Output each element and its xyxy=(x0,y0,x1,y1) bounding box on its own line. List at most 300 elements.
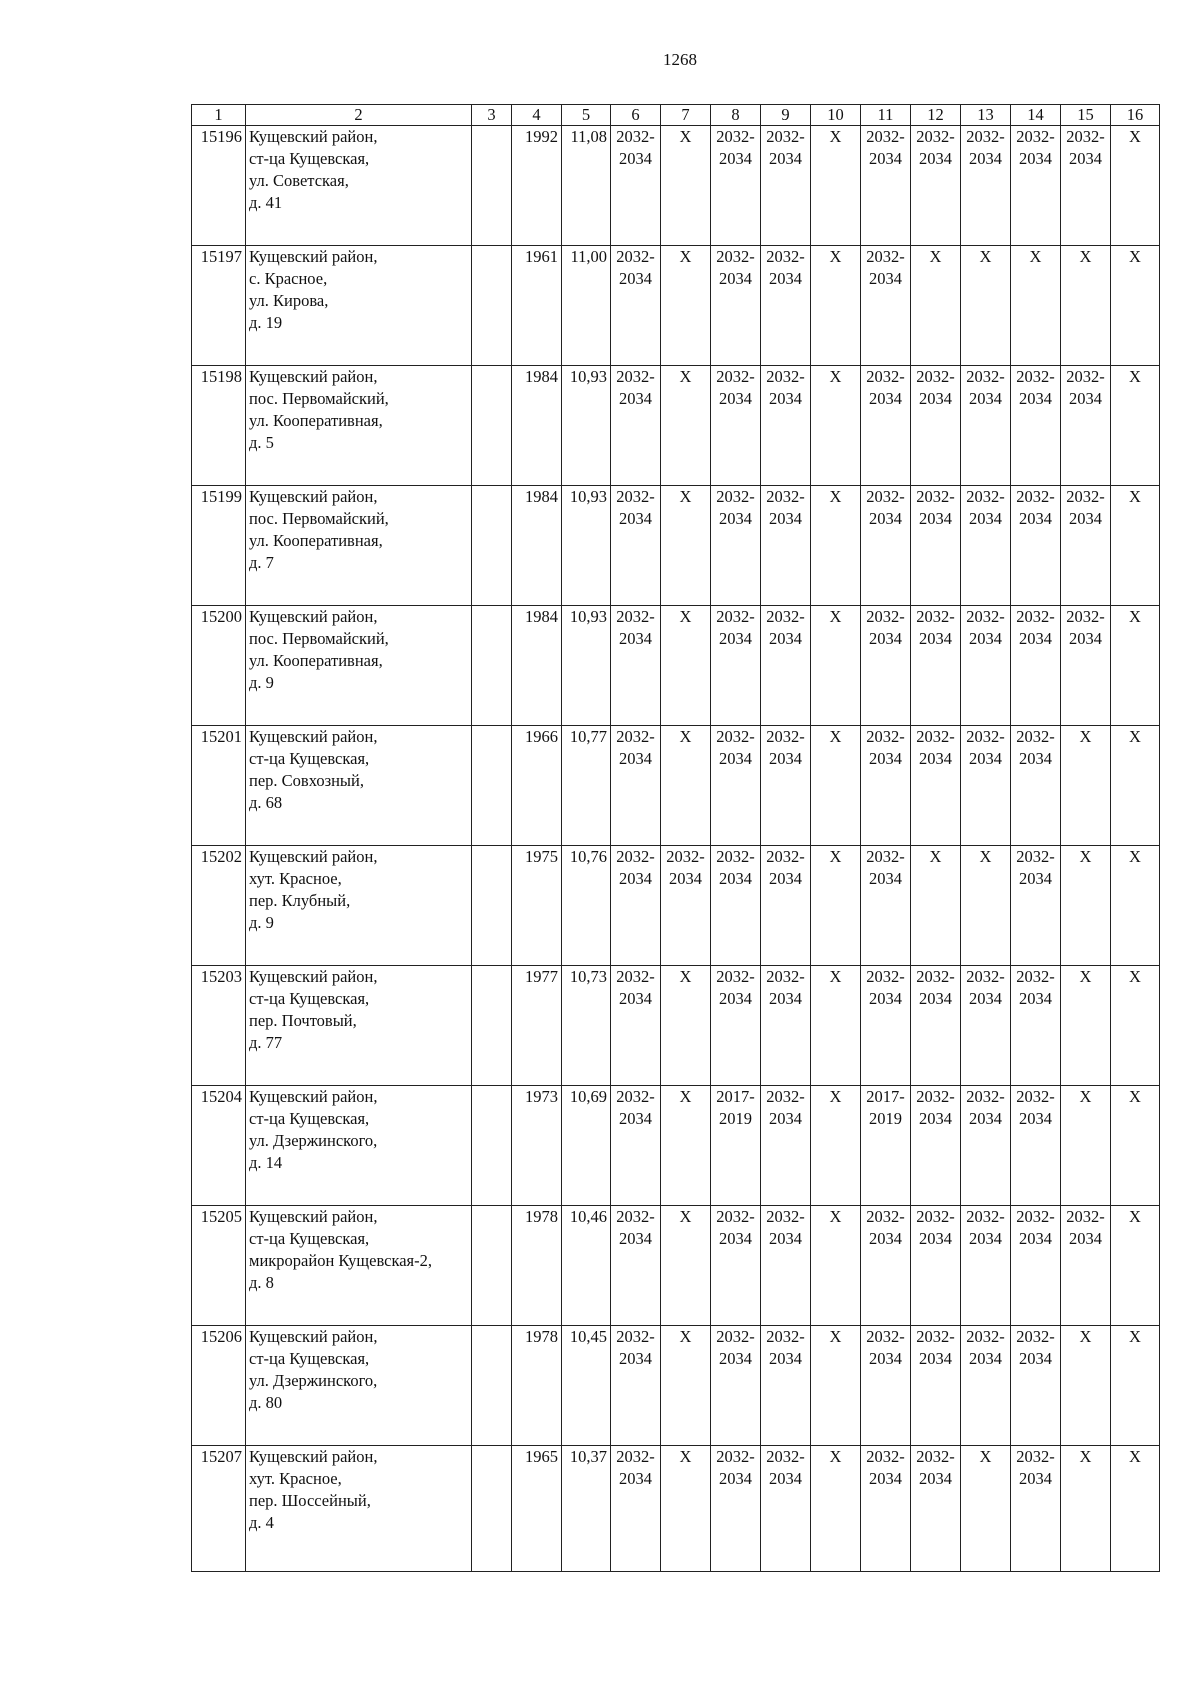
period-start: 2032- xyxy=(1016,1087,1055,1106)
mark-cell: X xyxy=(811,1206,861,1326)
address-line: Кущевский район, xyxy=(249,1207,378,1226)
mark-cell: X xyxy=(811,486,861,606)
period-cell xyxy=(1011,726,1061,846)
address-line: Кущевский район, xyxy=(249,847,378,866)
period-start: 2032- xyxy=(1066,1207,1105,1226)
column-header: 9 xyxy=(761,105,811,126)
row-number-cell: 15198 xyxy=(192,366,246,486)
year-cell: 1984 xyxy=(512,366,562,486)
year-cell: 1975 xyxy=(512,846,562,966)
address-line: ул. Советская, xyxy=(249,171,349,190)
address-cell xyxy=(246,1206,472,1326)
period-start: 2032- xyxy=(966,727,1005,746)
period-cell xyxy=(911,606,961,726)
header-row xyxy=(192,105,1160,126)
period-end: 2034 xyxy=(869,869,902,888)
period-start: 2032- xyxy=(866,727,905,746)
period-start: 2032- xyxy=(1016,607,1055,626)
mark-cell: X xyxy=(1111,846,1160,966)
period-end: 2034 xyxy=(969,1229,1002,1248)
period-cell xyxy=(961,1206,1011,1326)
period-start: 2032- xyxy=(1016,1207,1055,1226)
mark-cell: X xyxy=(1111,1326,1160,1446)
period-cell xyxy=(761,486,811,606)
value-cell: 10,93 xyxy=(562,606,611,726)
period-start: 2032- xyxy=(616,607,655,626)
mark-cell: X xyxy=(811,606,861,726)
period-start: 2032- xyxy=(766,367,805,386)
row-number-cell: 15200 xyxy=(192,606,246,726)
mark-cell: X xyxy=(811,1326,861,1446)
period-start: 2032- xyxy=(766,607,805,626)
mark-cell: X xyxy=(1061,846,1111,966)
address-cell xyxy=(246,126,472,246)
period-start: 2032- xyxy=(966,127,1005,146)
period-cell xyxy=(1011,1086,1061,1206)
address-line: ст-ца Кущевская, xyxy=(249,149,370,168)
period-cell xyxy=(861,1206,911,1326)
mark-cell: X xyxy=(811,1086,861,1206)
period-start: 2032- xyxy=(616,247,655,266)
col3-cell xyxy=(472,966,512,1086)
column-header: 1 xyxy=(192,105,246,126)
period-end: 2034 xyxy=(719,509,752,528)
address-cell xyxy=(246,1446,472,1572)
period-cell xyxy=(961,366,1011,486)
period-cell xyxy=(611,246,661,366)
mark-cell: X xyxy=(1061,726,1111,846)
table-row xyxy=(192,726,1160,846)
period-end: 2034 xyxy=(769,1349,802,1368)
period-cell xyxy=(611,1206,661,1326)
period-cell xyxy=(611,726,661,846)
period-end: 2034 xyxy=(969,149,1002,168)
period-cell xyxy=(911,726,961,846)
period-end: 2034 xyxy=(1069,509,1102,528)
address-cell xyxy=(246,966,472,1086)
period-start: 2032- xyxy=(966,1327,1005,1346)
address-line: Кущевский район, xyxy=(249,367,378,386)
period-cell xyxy=(611,1326,661,1446)
period-cell xyxy=(761,246,811,366)
period-start: 2032- xyxy=(1016,367,1055,386)
column-header: 14 xyxy=(1011,105,1061,126)
period-cell xyxy=(761,366,811,486)
period-end: 2034 xyxy=(719,149,752,168)
period-start: 2032- xyxy=(916,727,955,746)
period-end: 2034 xyxy=(969,389,1002,408)
period-cell xyxy=(711,606,761,726)
address-line: пер. Почтовый, xyxy=(249,1011,357,1030)
period-end: 2034 xyxy=(769,749,802,768)
period-cell xyxy=(711,726,761,846)
address-line: д. 7 xyxy=(249,553,274,572)
period-end: 2034 xyxy=(919,509,952,528)
period-end: 2034 xyxy=(869,749,902,768)
period-cell xyxy=(911,966,961,1086)
period-cell xyxy=(861,1326,911,1446)
period-end: 2034 xyxy=(619,869,652,888)
period-cell xyxy=(761,846,811,966)
address-line: Кущевский район, xyxy=(249,607,378,626)
table-row xyxy=(192,1446,1160,1572)
period-cell xyxy=(861,1086,911,1206)
address-line: д. 9 xyxy=(249,913,274,932)
period-end: 2034 xyxy=(619,269,652,288)
address-line: ул. Дзержинского, xyxy=(249,1371,378,1390)
table-row xyxy=(192,1326,1160,1446)
period-start: 2032- xyxy=(1016,127,1055,146)
period-end: 2034 xyxy=(1019,1469,1052,1488)
year-cell: 1992 xyxy=(512,126,562,246)
period-start: 2032- xyxy=(616,1087,655,1106)
address-line: д. 9 xyxy=(249,673,274,692)
period-cell xyxy=(761,606,811,726)
address-cell xyxy=(246,1086,472,1206)
period-end: 2034 xyxy=(719,749,752,768)
period-cell xyxy=(1061,486,1111,606)
column-header: 12 xyxy=(911,105,961,126)
address-cell xyxy=(246,486,472,606)
period-end: 2034 xyxy=(869,509,902,528)
period-start: 2032- xyxy=(866,607,905,626)
period-end: 2034 xyxy=(869,1349,902,1368)
mark-cell: X xyxy=(811,966,861,1086)
mark-cell: X xyxy=(1111,966,1160,1086)
year-cell: 1965 xyxy=(512,1446,562,1572)
period-end: 2034 xyxy=(719,1229,752,1248)
period-cell xyxy=(611,1446,661,1572)
register-table xyxy=(191,104,1160,1572)
period-cell xyxy=(1011,1206,1061,1326)
period-cell xyxy=(1061,126,1111,246)
row-number-cell: 15205 xyxy=(192,1206,246,1326)
period-start: 2032- xyxy=(1016,1447,1055,1466)
mark-cell: X xyxy=(1111,246,1160,366)
period-cell xyxy=(761,1446,811,1572)
period-start: 2032- xyxy=(766,127,805,146)
row-number-cell: 15202 xyxy=(192,846,246,966)
table-row xyxy=(192,606,1160,726)
row-number-cell: 15204 xyxy=(192,1086,246,1206)
period-end: 2034 xyxy=(869,1229,902,1248)
period-cell xyxy=(911,1446,961,1572)
mark-cell: X xyxy=(661,966,711,1086)
value-cell: 11,08 xyxy=(562,126,611,246)
period-cell xyxy=(711,1446,761,1572)
mark-cell: X xyxy=(1061,1326,1111,1446)
mark-cell: X xyxy=(1061,246,1111,366)
row-number-cell: 15207 xyxy=(192,1446,246,1572)
column-header: 10 xyxy=(811,105,861,126)
period-start: 2032- xyxy=(766,487,805,506)
period-cell xyxy=(711,486,761,606)
period-end: 2034 xyxy=(769,509,802,528)
year-cell: 1973 xyxy=(512,1086,562,1206)
address-line: д. 77 xyxy=(249,1033,283,1052)
period-end: 2034 xyxy=(719,869,752,888)
period-end: 2034 xyxy=(769,269,802,288)
period-end: 2034 xyxy=(769,1229,802,1248)
period-start: 2032- xyxy=(716,1447,755,1466)
period-end: 2019 xyxy=(869,1109,902,1128)
address-line: ул. Дзержинского, xyxy=(249,1131,378,1150)
col3-cell xyxy=(472,846,512,966)
period-start: 2032- xyxy=(766,847,805,866)
value-cell: 10,45 xyxy=(562,1326,611,1446)
mark-cell: X xyxy=(661,486,711,606)
period-cell xyxy=(961,966,1011,1086)
year-cell: 1966 xyxy=(512,726,562,846)
period-cell xyxy=(711,246,761,366)
period-cell xyxy=(861,126,911,246)
period-start: 2032- xyxy=(616,727,655,746)
address-line: ст-ца Кущевская, xyxy=(249,989,370,1008)
page-number: 1268 xyxy=(663,50,697,69)
period-start: 2032- xyxy=(1016,967,1055,986)
column-header: 6 xyxy=(611,105,661,126)
period-cell xyxy=(711,846,761,966)
period-cell xyxy=(961,126,1011,246)
column-header: 2 xyxy=(246,105,472,126)
mark-cell: X xyxy=(961,1446,1011,1572)
value-cell: 10,37 xyxy=(562,1446,611,1572)
period-cell xyxy=(661,846,711,966)
column-header: 3 xyxy=(472,105,512,126)
period-start: 2032- xyxy=(766,1087,805,1106)
period-cell xyxy=(961,1326,1011,1446)
period-start: 2032- xyxy=(716,727,755,746)
period-end: 2034 xyxy=(1019,629,1052,648)
period-cell xyxy=(861,366,911,486)
address-line: Кущевский район, xyxy=(249,1447,378,1466)
period-start: 2032- xyxy=(1066,367,1105,386)
period-end: 2034 xyxy=(869,269,902,288)
period-cell xyxy=(761,1086,811,1206)
period-cell xyxy=(1061,366,1111,486)
period-start: 2032- xyxy=(966,967,1005,986)
period-end: 2034 xyxy=(969,629,1002,648)
period-cell xyxy=(861,726,911,846)
period-start: 2032- xyxy=(716,367,755,386)
col3-cell xyxy=(472,1446,512,1572)
period-end: 2034 xyxy=(1019,389,1052,408)
period-cell xyxy=(861,846,911,966)
col3-cell xyxy=(472,366,512,486)
period-cell xyxy=(611,846,661,966)
period-start: 2032- xyxy=(916,1207,955,1226)
period-start: 2032- xyxy=(716,247,755,266)
period-end: 2034 xyxy=(669,869,702,888)
period-end: 2034 xyxy=(769,389,802,408)
period-end: 2034 xyxy=(619,749,652,768)
address-line: пер. Клубный, xyxy=(249,891,351,910)
address-cell xyxy=(246,1326,472,1446)
mark-cell: X xyxy=(811,246,861,366)
address-cell xyxy=(246,846,472,966)
period-end: 2034 xyxy=(619,1349,652,1368)
address-cell xyxy=(246,246,472,366)
row-number-cell: 15206 xyxy=(192,1326,246,1446)
period-end: 2034 xyxy=(869,989,902,1008)
period-start: 2032- xyxy=(966,1207,1005,1226)
period-start: 2032- xyxy=(616,1447,655,1466)
period-end: 2034 xyxy=(719,269,752,288)
period-end: 2034 xyxy=(719,1469,752,1488)
mark-cell: X xyxy=(911,246,961,366)
period-cell xyxy=(1011,1326,1061,1446)
period-start: 2032- xyxy=(916,367,955,386)
period-start: 2032- xyxy=(866,367,905,386)
address-line: Кущевский район, xyxy=(249,1087,378,1106)
period-cell xyxy=(1011,966,1061,1086)
period-end: 2034 xyxy=(1019,749,1052,768)
period-start: 2032- xyxy=(666,847,705,866)
period-start: 2032- xyxy=(1066,127,1105,146)
mark-cell: X xyxy=(1111,126,1160,246)
mark-cell: X xyxy=(911,846,961,966)
period-start: 2032- xyxy=(716,847,755,866)
period-end: 2034 xyxy=(769,149,802,168)
table-row xyxy=(192,366,1160,486)
column-header: 15 xyxy=(1061,105,1111,126)
period-start: 2032- xyxy=(766,1207,805,1226)
period-cell xyxy=(861,1446,911,1572)
period-cell xyxy=(611,126,661,246)
period-cell xyxy=(911,1326,961,1446)
period-cell xyxy=(611,366,661,486)
period-end: 2034 xyxy=(969,509,1002,528)
period-end: 2034 xyxy=(919,1109,952,1128)
period-end: 2034 xyxy=(919,1349,952,1368)
period-end: 2034 xyxy=(719,1349,752,1368)
address-line: ст-ца Кущевская, xyxy=(249,1109,370,1128)
period-cell xyxy=(911,486,961,606)
period-cell xyxy=(711,126,761,246)
period-start: 2032- xyxy=(866,967,905,986)
period-end: 2034 xyxy=(1019,509,1052,528)
period-cell xyxy=(711,366,761,486)
period-cell xyxy=(1011,1446,1061,1572)
mark-cell: X xyxy=(1111,1206,1160,1326)
column-header: 5 xyxy=(562,105,611,126)
address-line: д. 19 xyxy=(249,313,283,332)
address-line: ст-ца Кущевская, xyxy=(249,1349,370,1368)
period-cell xyxy=(961,606,1011,726)
period-end: 2034 xyxy=(969,749,1002,768)
mark-cell: X xyxy=(1111,486,1160,606)
period-start: 2032- xyxy=(916,487,955,506)
period-cell xyxy=(1011,126,1061,246)
mark-cell: X xyxy=(661,246,711,366)
mark-cell: X xyxy=(1111,726,1160,846)
table-body xyxy=(192,126,1160,1572)
period-start: 2032- xyxy=(916,607,955,626)
period-cell xyxy=(711,1206,761,1326)
col3-cell xyxy=(472,1086,512,1206)
period-end: 2034 xyxy=(919,149,952,168)
period-cell xyxy=(861,246,911,366)
period-cell xyxy=(961,1086,1011,1206)
address-line: ул. Кооперативная, xyxy=(249,411,383,430)
column-header: 4 xyxy=(512,105,562,126)
row-number-cell: 15199 xyxy=(192,486,246,606)
col3-cell xyxy=(472,1326,512,1446)
address-line: пер. Совхозный, xyxy=(249,771,364,790)
period-end: 2034 xyxy=(619,1469,652,1488)
address-line: д. 5 xyxy=(249,433,274,452)
period-start: 2032- xyxy=(616,847,655,866)
address-line: Кущевский район, xyxy=(249,727,378,746)
period-cell xyxy=(911,126,961,246)
period-end: 2034 xyxy=(1069,1229,1102,1248)
address-line: Кущевский район, xyxy=(249,487,378,506)
period-cell xyxy=(911,1206,961,1326)
period-start: 2032- xyxy=(866,1327,905,1346)
value-cell: 10,73 xyxy=(562,966,611,1086)
period-start: 2032- xyxy=(866,487,905,506)
period-end: 2034 xyxy=(769,869,802,888)
address-line: пос. Первомайский, xyxy=(249,509,389,528)
period-cell xyxy=(1011,606,1061,726)
mark-cell: X xyxy=(1111,366,1160,486)
period-cell xyxy=(711,966,761,1086)
period-cell xyxy=(1011,846,1061,966)
period-end: 2034 xyxy=(869,1469,902,1488)
value-cell: 11,00 xyxy=(562,246,611,366)
mark-cell: X xyxy=(811,846,861,966)
period-end: 2034 xyxy=(619,1229,652,1248)
table-row xyxy=(192,486,1160,606)
period-end: 2034 xyxy=(1019,1229,1052,1248)
address-cell xyxy=(246,366,472,486)
table-row xyxy=(192,246,1160,366)
period-start: 2032- xyxy=(1016,487,1055,506)
period-start: 2032- xyxy=(616,127,655,146)
year-cell: 1977 xyxy=(512,966,562,1086)
period-end: 2034 xyxy=(1069,389,1102,408)
address-line: хут. Красное, xyxy=(249,869,342,888)
period-start: 2032- xyxy=(1016,727,1055,746)
period-start: 2032- xyxy=(1016,847,1055,866)
column-header: 16 xyxy=(1111,105,1160,126)
period-cell xyxy=(861,966,911,1086)
year-cell: 1984 xyxy=(512,486,562,606)
table-row xyxy=(192,126,1160,246)
period-start: 2017- xyxy=(866,1087,905,1106)
period-start: 2032- xyxy=(866,847,905,866)
period-start: 2032- xyxy=(766,727,805,746)
address-line: ул. Кооперативная, xyxy=(249,651,383,670)
period-end: 2034 xyxy=(869,149,902,168)
period-start: 2032- xyxy=(766,247,805,266)
period-start: 2032- xyxy=(1016,1327,1055,1346)
period-start: 2032- xyxy=(716,127,755,146)
period-cell xyxy=(861,486,911,606)
period-end: 2034 xyxy=(1069,629,1102,648)
address-line: д. 80 xyxy=(249,1393,283,1412)
period-end: 2034 xyxy=(719,629,752,648)
period-end: 2034 xyxy=(769,629,802,648)
period-start: 2032- xyxy=(916,1087,955,1106)
period-start: 2032- xyxy=(916,1447,955,1466)
period-cell xyxy=(1011,366,1061,486)
column-header: 11 xyxy=(861,105,911,126)
period-cell xyxy=(861,606,911,726)
period-start: 2032- xyxy=(866,1207,905,1226)
period-cell xyxy=(911,366,961,486)
row-number-cell: 15201 xyxy=(192,726,246,846)
